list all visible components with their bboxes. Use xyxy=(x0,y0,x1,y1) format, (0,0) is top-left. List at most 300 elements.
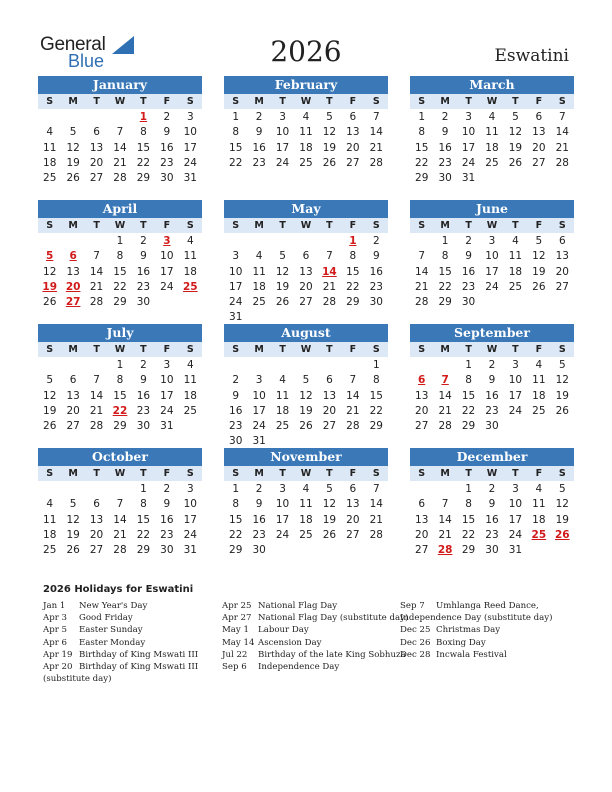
day-cell: 20 xyxy=(346,513,360,526)
day-cell: 29 xyxy=(438,296,452,309)
weekday-label: W xyxy=(300,96,312,107)
weekday-label: W xyxy=(300,468,312,479)
day-cell: 26 xyxy=(43,296,57,309)
day-cell: 20 xyxy=(89,528,104,541)
day-cell: 1 xyxy=(140,483,147,495)
day-cell: 9 xyxy=(163,126,171,139)
holiday-date: Sep 6 xyxy=(222,662,247,673)
empty-cell xyxy=(85,110,108,125)
day-cell: 15 xyxy=(113,265,127,278)
day-cell: 12 xyxy=(43,389,57,402)
weekday-label: T xyxy=(326,220,333,231)
weekday-label: S xyxy=(186,220,194,231)
day-cell: 2 xyxy=(140,359,147,371)
day-cell: 19 xyxy=(532,265,546,278)
holiday-item xyxy=(222,661,408,673)
day-cell: 10 xyxy=(160,250,174,263)
day-cell: 21 xyxy=(438,404,452,417)
day-cell: 10 xyxy=(275,126,290,139)
empty-cell xyxy=(410,482,433,497)
weekday-label: W xyxy=(114,96,126,107)
day-cell: 9 xyxy=(140,374,147,387)
month-february xyxy=(224,76,388,171)
day-cell: 25 xyxy=(183,404,197,417)
weekday-label: M xyxy=(68,96,78,107)
holiday-date: Apr 3 xyxy=(43,613,68,624)
day-cell: 23 xyxy=(160,156,174,169)
day-cell: 28 xyxy=(369,528,383,541)
day-cell: 12 xyxy=(275,265,290,278)
day-cell: 10 xyxy=(485,250,499,263)
day-cell: 18 xyxy=(485,141,499,154)
day-cell: 25 xyxy=(43,544,57,557)
holiday-name-continued: (substitute day) xyxy=(43,674,112,685)
day-cell: 26 xyxy=(66,172,80,185)
day-cell: 25 xyxy=(252,296,266,309)
day-cell: 10 xyxy=(229,265,243,278)
day-cell: 27 xyxy=(89,544,104,557)
weekday-label: S xyxy=(372,220,380,231)
day-cell: 7 xyxy=(372,111,380,123)
empty-cell xyxy=(108,482,131,497)
day-cell: 30 xyxy=(252,544,266,557)
month-title: January xyxy=(38,76,202,94)
month-april xyxy=(38,200,202,310)
day-cell: 20 xyxy=(532,141,546,154)
day-cell: 26 xyxy=(66,544,80,557)
weekday-label: M xyxy=(440,344,450,355)
day-cell: 6 xyxy=(535,111,543,123)
month-november xyxy=(224,448,388,558)
holiday-date: Apr 25 xyxy=(222,601,252,611)
holiday-name: Birthday of King Mswati III xyxy=(79,649,199,660)
empty-cell xyxy=(318,234,341,249)
weekday-label: F xyxy=(163,468,171,479)
day-cell: 25 xyxy=(299,528,313,541)
weekday-label: S xyxy=(418,96,426,107)
day-cell: 11 xyxy=(43,513,57,526)
day-cell: 2 xyxy=(465,235,472,247)
day-cell: 4 xyxy=(302,111,310,123)
weekday-label: F xyxy=(163,220,171,231)
day-cell: 17 xyxy=(275,513,290,526)
holiday-name: Independence Day xyxy=(258,662,340,673)
holiday-date: Dec 28 xyxy=(400,649,431,660)
day-cell: 10 xyxy=(183,126,197,139)
day-cell: 6 xyxy=(69,374,77,387)
day-cell: 14 xyxy=(113,141,127,154)
day-cell: 11 xyxy=(299,498,313,511)
day-grid xyxy=(224,482,388,558)
day-cell: 13 xyxy=(555,250,569,263)
day-cell: 5 xyxy=(326,483,333,495)
day-cell: 24 xyxy=(229,296,243,309)
month-title: November xyxy=(224,448,388,466)
holiday-item xyxy=(43,661,198,673)
day-cell: 27 xyxy=(89,172,104,185)
holiday-name: National Flag Day (substitute day) xyxy=(258,613,409,624)
empty-cell xyxy=(224,234,247,249)
day-cell: 11 xyxy=(183,374,197,387)
day-cell: 26 xyxy=(299,420,313,433)
day-cell: 16 xyxy=(252,513,266,526)
day-cell: 19 xyxy=(66,156,80,169)
weekday-label: M xyxy=(254,96,264,107)
holiday-column xyxy=(43,600,198,685)
day-cell: 24 xyxy=(252,420,266,433)
day-cell: 19 xyxy=(322,141,337,154)
day-cell: 22 xyxy=(229,528,243,541)
day-cell: 21 xyxy=(113,528,127,541)
day-cell: 29 xyxy=(229,544,243,557)
empty-cell xyxy=(61,482,84,497)
day-cell: 3 xyxy=(232,250,240,263)
day-cell: 26 xyxy=(532,280,546,293)
weekday-label: S xyxy=(558,468,566,479)
day-cell: 29 xyxy=(136,172,151,185)
weekday-label: S xyxy=(372,468,380,479)
month-october xyxy=(38,448,202,558)
day-grid xyxy=(224,234,388,326)
weekday-label: F xyxy=(163,96,171,107)
day-cell: 25 xyxy=(508,280,523,293)
empty-cell xyxy=(85,358,108,373)
day-cell: 4 xyxy=(279,374,286,387)
day-cell: 9 xyxy=(140,250,147,263)
day-cell: 4 xyxy=(46,498,54,511)
day-cell: 28 xyxy=(113,172,127,185)
month-title: December xyxy=(410,448,574,466)
day-cell: 19 xyxy=(43,404,57,417)
day-cell: 27 xyxy=(532,156,546,169)
day-cell: 31 xyxy=(229,311,243,324)
day-cell: 1 xyxy=(116,235,124,247)
day-cell: 7 xyxy=(93,250,100,263)
day-cell: 17 xyxy=(485,265,499,278)
day-cell: 12 xyxy=(66,141,80,154)
day-cell: 17 xyxy=(275,141,290,154)
day-cell: 18 xyxy=(532,513,546,526)
day-cell: 2 xyxy=(163,483,171,495)
day-cell: 13 xyxy=(532,126,546,139)
day-cell: 16 xyxy=(438,141,452,154)
weekday-label: T xyxy=(279,468,286,479)
day-cell: 20 xyxy=(322,404,337,417)
month-title: October xyxy=(38,448,202,466)
day-cell: 17 xyxy=(183,513,197,526)
weekday-label: W xyxy=(114,468,126,479)
day-cell: 11 xyxy=(485,126,499,139)
day-cell: 30 xyxy=(485,420,499,433)
day-cell: 12 xyxy=(66,513,80,526)
weekday-label: W xyxy=(300,344,312,355)
day-cell: 4 xyxy=(512,235,519,247)
day-cell: 23 xyxy=(369,280,383,293)
holiday-day: 27 xyxy=(65,296,81,309)
holiday-day: 28 xyxy=(437,544,453,557)
day-cell: 16 xyxy=(461,265,476,278)
day-cell: 10 xyxy=(508,374,523,387)
day-cell: 3 xyxy=(512,483,519,495)
holiday-day: 6 xyxy=(418,374,426,387)
day-cell: 8 xyxy=(232,126,240,139)
day-cell: 27 xyxy=(299,296,313,309)
day-cell: 17 xyxy=(461,141,476,154)
weekday-label: S xyxy=(372,344,380,355)
day-cell: 11 xyxy=(275,389,290,402)
day-cell: 23 xyxy=(252,528,266,541)
holiday-name: Labour Day xyxy=(258,625,309,636)
day-cell: 30 xyxy=(438,172,452,185)
weekday-header xyxy=(38,94,202,109)
day-cell: 11 xyxy=(43,141,57,154)
holiday-date: Dec 25 xyxy=(400,625,431,636)
day-cell: 24 xyxy=(183,156,197,169)
day-cell: 1 xyxy=(441,235,449,247)
empty-cell xyxy=(61,110,84,125)
day-cell: 30 xyxy=(136,420,151,433)
day-cell: 2 xyxy=(488,359,496,371)
day-cell: 20 xyxy=(555,265,569,278)
day-cell: 5 xyxy=(512,111,519,123)
holiday-day: 5 xyxy=(46,250,54,263)
day-cell: 24 xyxy=(485,280,499,293)
holiday-name: Umhlanga Reed Dance, xyxy=(436,601,539,611)
weekday-label: W xyxy=(300,220,312,231)
day-cell: 14 xyxy=(346,389,360,402)
day-cell: 26 xyxy=(322,528,337,541)
day-cell: 3 xyxy=(512,359,519,371)
day-cell: 2 xyxy=(163,111,171,123)
weekday-label: S xyxy=(46,96,54,107)
day-cell: 28 xyxy=(555,156,569,169)
holiday-item xyxy=(400,637,553,649)
day-grid xyxy=(224,110,388,171)
day-cell: 13 xyxy=(346,498,360,511)
day-cell: 5 xyxy=(558,483,566,495)
day-cell: 1 xyxy=(372,359,380,371)
day-cell: 16 xyxy=(136,389,151,402)
day-cell: 11 xyxy=(532,498,546,511)
day-cell: 21 xyxy=(438,528,452,541)
day-cell: 2 xyxy=(140,235,147,247)
holiday-date: May 1 xyxy=(222,625,249,636)
day-cell: 24 xyxy=(160,280,174,293)
holiday-date: Apr 5 xyxy=(43,625,68,636)
day-cell: 11 xyxy=(299,126,313,139)
day-cell: 31 xyxy=(183,544,197,557)
weekday-label: M xyxy=(254,344,264,355)
holiday-item xyxy=(222,649,408,661)
day-cell: 2 xyxy=(372,235,380,247)
weekday-label: W xyxy=(486,468,498,479)
holiday-name: New Year's Day xyxy=(79,601,148,611)
day-grid xyxy=(38,234,202,310)
day-cell: 12 xyxy=(532,250,546,263)
weekday-label: T xyxy=(465,220,472,231)
day-cell: 17 xyxy=(160,265,174,278)
day-cell: 23 xyxy=(438,156,452,169)
day-cell: 8 xyxy=(372,374,380,387)
day-cell: 12 xyxy=(508,126,523,139)
weekday-header xyxy=(38,342,202,357)
day-cell: 23 xyxy=(252,156,266,169)
weekday-label: S xyxy=(232,96,240,107)
weekday-label: S xyxy=(418,220,426,231)
day-cell: 15 xyxy=(136,513,151,526)
day-cell: 21 xyxy=(89,280,104,293)
day-cell: 6 xyxy=(93,498,100,511)
day-cell: 19 xyxy=(275,280,290,293)
holiday-day: 25 xyxy=(531,528,547,541)
empty-cell xyxy=(410,234,433,249)
day-cell: 27 xyxy=(322,420,337,433)
day-grid xyxy=(410,234,574,310)
day-cell: 29 xyxy=(461,544,476,557)
day-cell: 31 xyxy=(252,435,266,448)
day-cell: 29 xyxy=(136,544,151,557)
day-cell: 20 xyxy=(89,156,104,169)
day-cell: 14 xyxy=(438,389,452,402)
weekday-label: T xyxy=(140,96,147,107)
holiday-day: 7 xyxy=(441,374,449,387)
weekday-label: S xyxy=(558,220,566,231)
day-cell: 10 xyxy=(508,498,523,511)
day-cell: 22 xyxy=(113,280,127,293)
day-cell: 4 xyxy=(488,111,496,123)
day-cell: 17 xyxy=(183,141,197,154)
holiday-name: Ascension Day xyxy=(258,637,322,648)
weekday-label: T xyxy=(279,220,286,231)
day-cell: 13 xyxy=(415,513,429,526)
day-cell: 9 xyxy=(441,126,449,139)
day-cell: 15 xyxy=(229,141,243,154)
month-title: February xyxy=(224,76,388,94)
day-cell: 8 xyxy=(441,250,449,263)
day-cell: 23 xyxy=(136,280,151,293)
empty-cell xyxy=(247,358,270,373)
day-cell: 21 xyxy=(322,280,337,293)
holiday-name: Christmas Day xyxy=(436,625,501,636)
day-cell: 28 xyxy=(415,296,429,309)
day-cell: 12 xyxy=(555,374,569,387)
day-cell: 15 xyxy=(415,141,429,154)
weekday-label: M xyxy=(254,220,264,231)
day-cell: 9 xyxy=(488,498,496,511)
day-cell: 30 xyxy=(485,544,499,557)
day-cell: 4 xyxy=(535,359,543,371)
day-cell: 4 xyxy=(302,483,310,495)
weekday-label: M xyxy=(68,468,78,479)
holiday-item xyxy=(222,600,408,612)
page-title: 2026 xyxy=(270,35,342,68)
day-cell: 3 xyxy=(279,483,286,495)
day-cell: 23 xyxy=(229,420,243,433)
weekday-label: T xyxy=(326,468,333,479)
day-cell: 13 xyxy=(89,513,104,526)
holiday-item xyxy=(43,600,198,612)
day-cell: 10 xyxy=(160,374,174,387)
day-cell: 24 xyxy=(508,528,523,541)
day-cell: 18 xyxy=(43,528,57,541)
holiday-name: Good Friday xyxy=(79,613,133,624)
weekday-label: T xyxy=(279,96,286,107)
empty-cell xyxy=(318,358,341,373)
day-cell: 6 xyxy=(418,498,426,511)
weekday-label: T xyxy=(279,344,286,355)
day-cell: 7 xyxy=(418,250,426,263)
holiday-item xyxy=(400,649,553,661)
holiday-date: Apr 19 xyxy=(43,649,73,660)
day-cell: 5 xyxy=(302,374,310,387)
weekday-label: M xyxy=(68,344,78,355)
holiday-date: Apr 27 xyxy=(222,613,252,624)
day-cell: 16 xyxy=(485,389,499,402)
day-cell: 8 xyxy=(140,498,147,511)
empty-cell xyxy=(224,358,247,373)
weekday-label: F xyxy=(349,344,357,355)
day-cell: 15 xyxy=(461,513,476,526)
day-cell: 10 xyxy=(252,389,266,402)
day-cell: 29 xyxy=(113,296,127,309)
weekday-label: T xyxy=(465,96,472,107)
weekday-label: W xyxy=(486,344,498,355)
day-cell: 13 xyxy=(66,265,80,278)
day-cell: 13 xyxy=(322,389,337,402)
day-cell: 19 xyxy=(299,404,313,417)
weekday-label: W xyxy=(486,220,498,231)
day-cell: 2 xyxy=(441,111,449,123)
day-cell: 12 xyxy=(43,265,57,278)
weekday-label: S xyxy=(46,468,54,479)
day-cell: 31 xyxy=(508,544,523,557)
empty-cell xyxy=(294,358,317,373)
empty-cell xyxy=(410,358,433,373)
day-cell: 22 xyxy=(461,528,476,541)
day-cell: 19 xyxy=(508,141,523,154)
day-cell: 17 xyxy=(160,389,174,402)
holidays-title: 2026 Holidays for Eswatini xyxy=(43,584,194,595)
empty-cell xyxy=(85,234,108,249)
day-cell: 18 xyxy=(299,141,313,154)
holiday-column xyxy=(222,600,408,673)
month-may xyxy=(224,200,388,326)
day-cell: 21 xyxy=(555,141,569,154)
holiday-item xyxy=(400,624,553,636)
empty-cell xyxy=(85,482,108,497)
holiday-date: Jan 1 xyxy=(43,601,66,611)
day-cell: 17 xyxy=(508,389,523,402)
day-cell: 24 xyxy=(461,156,476,169)
day-cell: 16 xyxy=(229,404,243,417)
day-cell: 3 xyxy=(186,483,194,495)
month-june xyxy=(410,200,574,310)
day-cell: 28 xyxy=(369,156,383,169)
day-cell: 22 xyxy=(415,156,429,169)
day-cell: 28 xyxy=(89,420,104,433)
weekday-header xyxy=(224,218,388,233)
day-cell: 3 xyxy=(488,235,496,247)
day-cell: 22 xyxy=(438,280,452,293)
day-cell: 8 xyxy=(465,498,472,511)
day-cell: 6 xyxy=(326,374,333,387)
holiday-date: Apr 6 xyxy=(43,637,68,648)
day-cell: 13 xyxy=(299,265,313,278)
empty-cell xyxy=(341,358,364,373)
day-cell: 10 xyxy=(275,498,290,511)
weekday-label: S xyxy=(46,220,54,231)
day-cell: 18 xyxy=(508,265,523,278)
